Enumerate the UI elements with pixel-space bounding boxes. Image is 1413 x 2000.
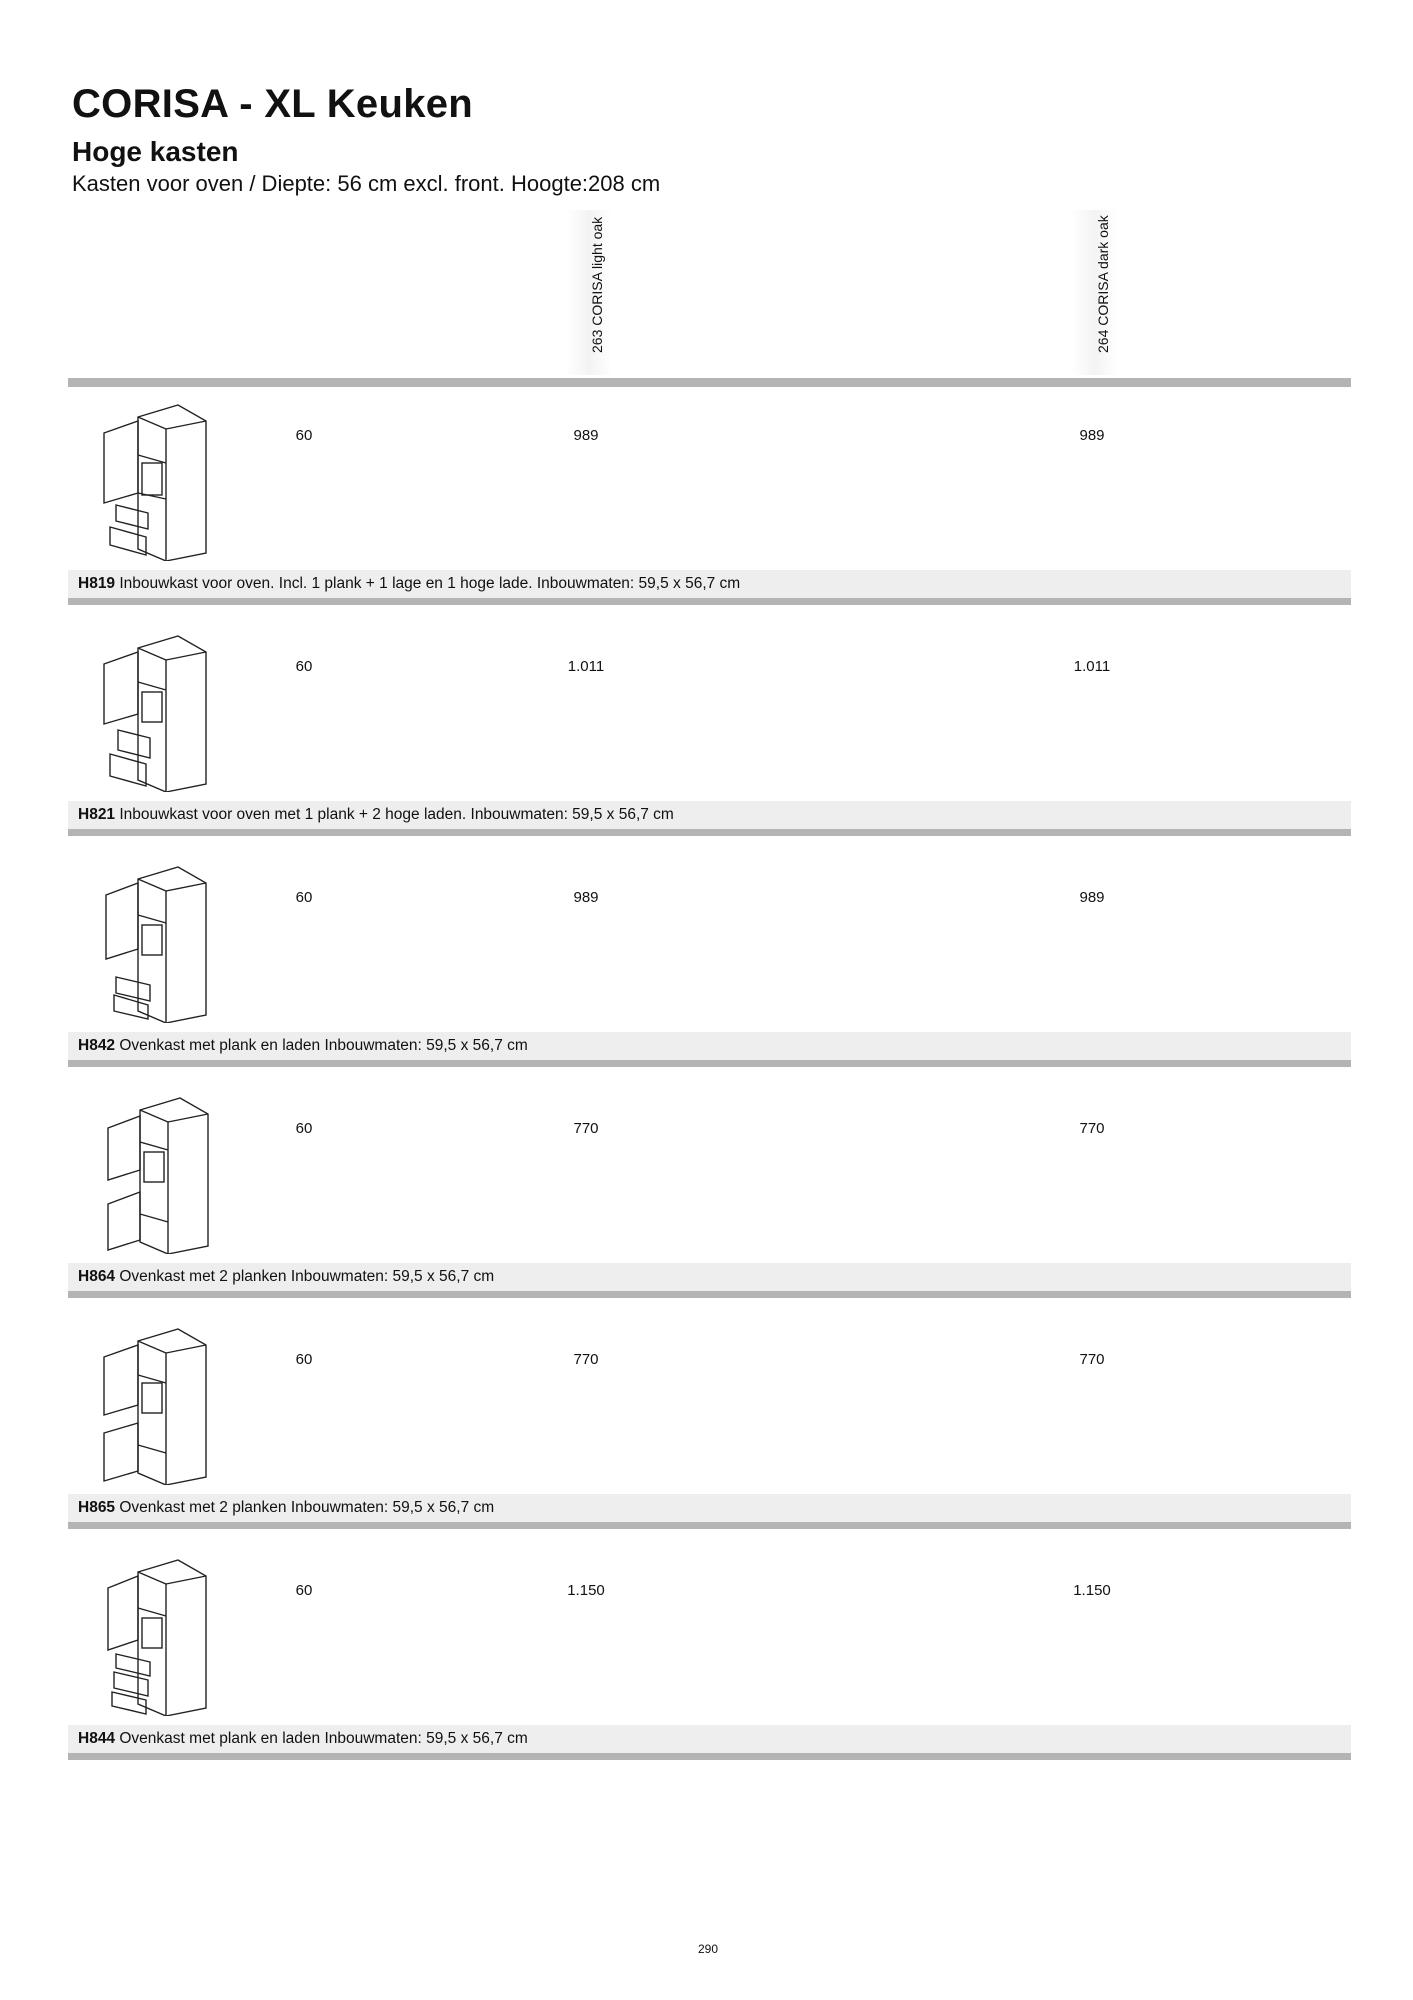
- product-row: [68, 1319, 1351, 1549]
- product-row: [68, 1088, 1351, 1318]
- product-text: Ovenkast met 2 planken Inbouwmaten: 59,5 x 56,7 cm: [119, 1499, 495, 1516]
- price-light-oak: 1.011: [567, 658, 605, 675]
- width-value: 60: [295, 1120, 313, 1137]
- price-light-oak: 770: [573, 1120, 599, 1137]
- description-bar: [68, 1725, 1351, 1753]
- width-value: 60: [295, 1351, 313, 1368]
- product-text: Inbouwkast voor oven met 1 plank + 2 hoge laden. Inbouwmaten: 59,5 x 56,7 cm: [119, 806, 674, 823]
- product-code: H864: [78, 1268, 116, 1285]
- row-rule: [68, 829, 1351, 836]
- product-code: H821: [78, 806, 116, 823]
- price-dark-oak: 989: [1079, 427, 1105, 444]
- oven-cabinet-drawers-icon: [96, 634, 226, 792]
- page-number: 290: [697, 1942, 719, 1956]
- header-rule: [68, 378, 1351, 387]
- product-description: [78, 806, 674, 824]
- product-code: H844: [78, 1730, 116, 1747]
- price-dark-oak: 1.011: [1073, 658, 1111, 675]
- oven-cabinet-drawers-icon: [96, 403, 226, 561]
- price-dark-oak: 1.150: [1073, 1582, 1111, 1599]
- price-dark-oak: 770: [1079, 1120, 1105, 1137]
- product-description: [78, 1730, 528, 1748]
- product-row: [68, 395, 1351, 625]
- product-code: H842: [78, 1037, 116, 1054]
- price-dark-oak: 770: [1079, 1351, 1105, 1368]
- product-row: [68, 1550, 1351, 1780]
- row-rule: [68, 598, 1351, 605]
- product-row: [68, 626, 1351, 856]
- column-header-light-oak: [566, 210, 612, 375]
- row-rule: [68, 1753, 1351, 1760]
- product-text: Ovenkast met 2 planken Inbouwmaten: 59,5 x 56,7 cm: [119, 1268, 495, 1285]
- width-value: 60: [295, 1582, 313, 1599]
- price-light-oak: 1.150: [567, 1582, 605, 1599]
- product-description: [78, 575, 740, 593]
- product-description: [78, 1268, 494, 1286]
- product-text: Ovenkast met plank en laden Inbouwmaten: 59,5 x 56,7 cm: [119, 1037, 528, 1054]
- row-rule: [68, 1522, 1351, 1529]
- section-subtitle: Hoge kasten: [72, 136, 239, 167]
- width-value: 60: [295, 889, 313, 906]
- description-bar: [68, 1263, 1351, 1291]
- product-description: [78, 1037, 528, 1055]
- width-value: 60: [295, 427, 313, 444]
- product-row: [68, 857, 1351, 1087]
- page-title: CORISA - XL Keuken: [72, 82, 474, 126]
- section-description: Kasten voor oven / Diepte: 56 cm excl. front. Hoogte:208 cm: [72, 171, 661, 196]
- price-light-oak: 989: [573, 889, 599, 906]
- oven-cabinet-doors-icon: [96, 1096, 226, 1254]
- oven-cabinet-drawers-icon: [96, 1558, 226, 1716]
- price-dark-oak: 989: [1079, 889, 1105, 906]
- column-label: 264 CORISA dark oak: [1095, 215, 1111, 353]
- description-bar: [68, 801, 1351, 829]
- oven-cabinet-drawers-icon: [96, 865, 226, 1023]
- product-code: H819: [78, 575, 116, 592]
- product-text: Ovenkast met plank en laden Inbouwmaten: 59,5 x 56,7 cm: [119, 1730, 528, 1747]
- price-light-oak: 770: [573, 1351, 599, 1368]
- row-rule: [68, 1060, 1351, 1067]
- column-label: 263 CORISA light oak: [589, 216, 605, 353]
- oven-cabinet-doors-icon: [96, 1327, 226, 1485]
- row-rule: [68, 1291, 1351, 1298]
- product-description: [78, 1499, 494, 1517]
- description-bar: [68, 570, 1351, 598]
- description-bar: [68, 1494, 1351, 1522]
- product-text: Inbouwkast voor oven. Incl. 1 plank + 1 lage en 1 hoge lade. Inbouwmaten: 59,5 x 56,7 cm: [119, 575, 741, 592]
- price-light-oak: 989: [573, 427, 599, 444]
- width-value: 60: [295, 658, 313, 675]
- product-code: H865: [78, 1499, 116, 1516]
- description-bar: [68, 1032, 1351, 1060]
- column-header-dark-oak: [1072, 210, 1118, 375]
